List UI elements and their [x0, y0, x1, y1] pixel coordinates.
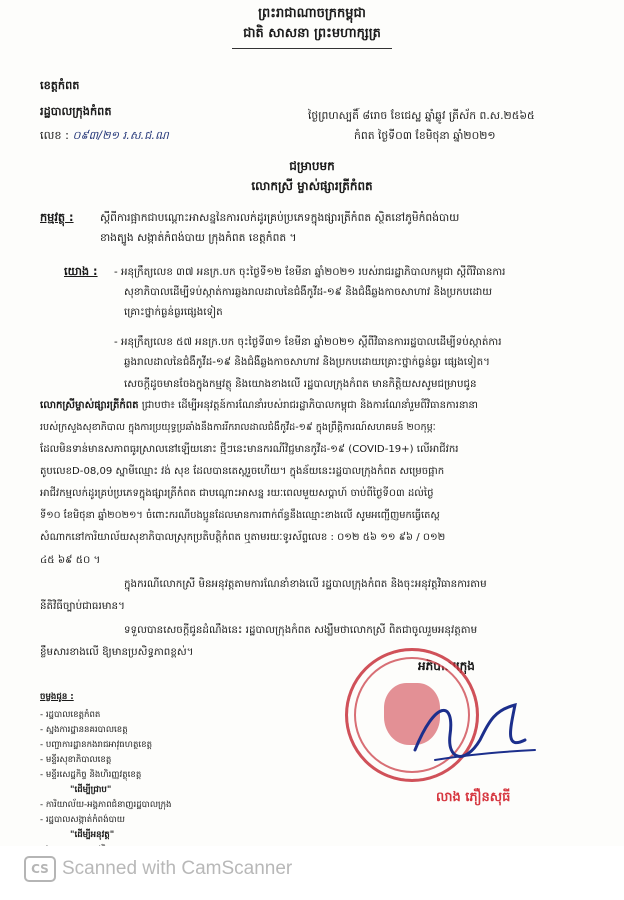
- body-text: ជ្រាបថា៖ ដើម្បីអនុវត្តន៍ការណែនាំរបស់រាជរដ្ឋាភិបាលកម្ពុជា និងការណែនាំរួមពីវិធានការនានា: [141, 400, 479, 411]
- recipient-item: - រដ្ឋបាលសង្កាត់កំពង់បាយ: [40, 815, 125, 825]
- body-line: ទទួលបានសេចក្តីជូនដំណឹងនេះ រដ្ឋបាលក្រុងកំពត សង្ឃឹមថាលោកស្រី ពិតជាចូលរួមអនុវត្តតាម: [124, 624, 478, 636]
- body-line: ទី១០ ខែមិថុនា ឆ្នាំ២០២១។ ចំពោះករណីបងប្អូនដែលមានការពាក់ព័ន្ធនឹងឈ្មោះខាងលើ សូមអញ្ជើញមកធ្វើតេស្ត: [40, 510, 440, 521]
- recipient-item: - រដ្ឋបាលខេត្តកំពត: [40, 710, 101, 720]
- reference-number: [40, 128, 169, 144]
- recipient-purpose: "ដើម្បីអនុវត្ត": [70, 830, 115, 840]
- body-line: ដែលមិនទាន់មានសភាពធូរស្រាលនៅឡើយនោះ ថ្មីៗនេះមានករណីវិជ្ជមានកូវីដ-១៩ (COVID-19+) លើអាជីវករ: [40, 444, 459, 455]
- reference-item: - អនុក្រឹត្យលេខ ៣៧ អនក្រ.បក ចុះថ្ងៃទី១២ ខែមីនា ឆ្នាំ២០២១ របស់រាជរដ្ឋាភិបាលកម្ពុជា ស្តីពីវិធានការ: [114, 266, 506, 278]
- recipient-item: - ការិយាល័យ-អង្គភាពជំនាញរដ្ឋបាលក្រុង: [40, 800, 172, 810]
- solar-date: កំពត ថ្ងៃទី០៣ ខែមិថុនា ឆ្នាំ២០២១: [354, 129, 496, 142]
- camscanner-logo-icon: CS: [24, 856, 56, 882]
- body-line: អាជីវកម្មលក់ដូរគ្រប់ប្រភេទក្នុងផ្សារត្រីកំពត ជាបណ្តោះអាសន្ន រយៈពេលមួយសប្តាហ៍ ចាប់ពីថ្ងៃទី០៣ ដល់ថ្ងៃ: [40, 488, 434, 499]
- addressee-inline: លោកស្រីម្ចាស់ផ្សារត្រីកំពត: [40, 400, 139, 411]
- recipient-item: - មន្ទីរសេដ្ឋកិច្ច និងហិរញ្ញវត្ថុខេត្ត: [40, 770, 142, 780]
- administration-label: រដ្ឋបាលក្រុងកំពត: [40, 105, 112, 118]
- kingdom-heading: ព្រះរាជាណាចក្រកម្ពុជា: [258, 6, 366, 21]
- recipient-item: - មន្ទីរសុខាភិបាលខេត្ត: [40, 755, 112, 765]
- subject-line: ខាងត្បូង សង្កាត់កំពង់បាយ ក្រុងកំពត ខេត្តកំពត ។: [100, 231, 297, 244]
- reference-label: យោង :: [64, 265, 98, 278]
- body-line: សំណាកនៅការិយាល័យសុខាភិបាលស្រុកប្រតិបត្តិកំពត ឬតាមរយៈទូរស័ព្ទលេខ : ០១២ ៥៦ ១១ ៩៦ / ០១២: [40, 532, 446, 543]
- province-label: ខេត្តកំពត: [40, 79, 80, 92]
- recipient-item: - ស្នងការដ្ឋាននគរបាលខេត្ត: [40, 725, 128, 735]
- signatory-role: អភិបាលក្រុង: [418, 659, 475, 673]
- body-line: នីតិវិធីច្បាប់ជាធរមាន។: [40, 600, 125, 612]
- motto-heading: ជាតិ សាសនា ព្រះមហាក្សត្រ: [243, 26, 381, 41]
- subject-line: ស្តីពីការផ្អាកជាបណ្តោះអាសន្ននៃការលក់ដូរគ្រប់ប្រភេទក្នុងផ្សារត្រីកំពត ស្ថិតនៅភូមិកំពង់បាយ: [100, 211, 460, 224]
- reference-item: - អនុក្រឹត្យលេខ ៥៧ អនក្រ.បក ចុះថ្ងៃទី៣១ ខែមីនា ឆ្នាំ២០២១ ស្តីពីវិធានការរដ្ឋបាលដើម្បីទប់ស្កាត់ការ: [114, 336, 502, 348]
- body-line: ក្នុងករណីលោកស្រី មិនអនុវត្តតាមការណែនាំខាងលើ រដ្ឋបាលក្រុងកំពត និងចុះអនុវត្តវិធានការតាម: [124, 578, 487, 590]
- reference-number-value: ០៩៣/២១ រ.ស.ជ.ណ: [72, 129, 169, 142]
- scanner-watermark: [0, 846, 624, 900]
- camscanner-text: Scanned with CamScanner: [62, 858, 293, 879]
- reference-item: គ្រោះថ្នាក់ធ្ងន់ធ្ងរផ្សេងទៀត: [124, 306, 223, 318]
- body-line: [40, 398, 478, 414]
- body-line: ខ្លឹមសារខាងលើ ឱ្យមានប្រសិទ្ធភាពខ្ពស់។: [40, 646, 194, 658]
- recipients-title: ចម្លងជូន :: [40, 692, 74, 702]
- body-line: របស់ក្រសួងសុខាភិបាល ក្នុងការប្រយុទ្ធប្រឆាំងនឹងការរីករាលដាលជំងឺកូវីដ-១៩ ក្នុងព្រឹត្តិការណ៍សហគមន៍ ២០កុម្ភៈ: [40, 422, 436, 433]
- letter-salutation: ជម្រាបមក: [289, 159, 335, 173]
- reference-item: ឆ្លងរាលដាលនៃជំងឺកូវីដ-១៩ និងជំងឺឆ្លងកាចសាហាវ និងប្រកបដោយគ្រោះថ្នាក់ធ្ងន់ធ្ងរ ផ្សេងទៀត។: [124, 356, 490, 368]
- subject-label: កម្មវត្ថុ :: [40, 211, 74, 224]
- header-divider: [232, 48, 392, 49]
- recipient-item: - បញ្ជាការដ្ឋានកងរាជអាវុធហត្ថខេត្ត: [40, 740, 153, 750]
- body-line: សេចក្តីដូចមានចែងក្នុងកម្មវត្ថុ និងយោងខាងលើ រដ្ឋបាលក្រុងកំពត មានកិត្តិយសសូមជម្រាបជូន: [124, 378, 477, 390]
- handwritten-signature: [395, 680, 545, 780]
- reference-number-label: លេខ :: [40, 129, 69, 142]
- signatory-name: លាង ភឿនសុធី: [436, 790, 511, 805]
- body-line: ៤៥ ៦៩ ៥០ ។: [40, 554, 101, 566]
- body-line: តូបលេខD-08,09 ស្នាមីឈ្មោះ វង់ សុខ ដែលបានតេស្តរួចហើយ។ ក្នុងន័យនេះរដ្ឋបាលក្រុងកំពត សម្រេចផ្អាក: [40, 466, 445, 477]
- letter-addressee: លោកស្រី ម្ចាស់ផ្សារត្រីកំពត: [251, 179, 373, 193]
- reference-item: សុខាភិបាលដើម្បីទប់ស្កាត់ការឆ្លងរាលដាលនៃជំងឺកូវីដ-១៩ និងជំងឺឆ្លងកាចសាហាវ និងប្រកបដោយ: [124, 286, 493, 298]
- recipient-purpose: "ដើម្បីជ្រាប": [70, 785, 112, 795]
- lunar-date: ថ្ងៃព្រហស្បតិ៍ ៨រោច ខែជេស្ឋ ឆ្នាំឆ្លូវ ត្រីស័ក ព.ស.២៥៦៥: [308, 109, 535, 122]
